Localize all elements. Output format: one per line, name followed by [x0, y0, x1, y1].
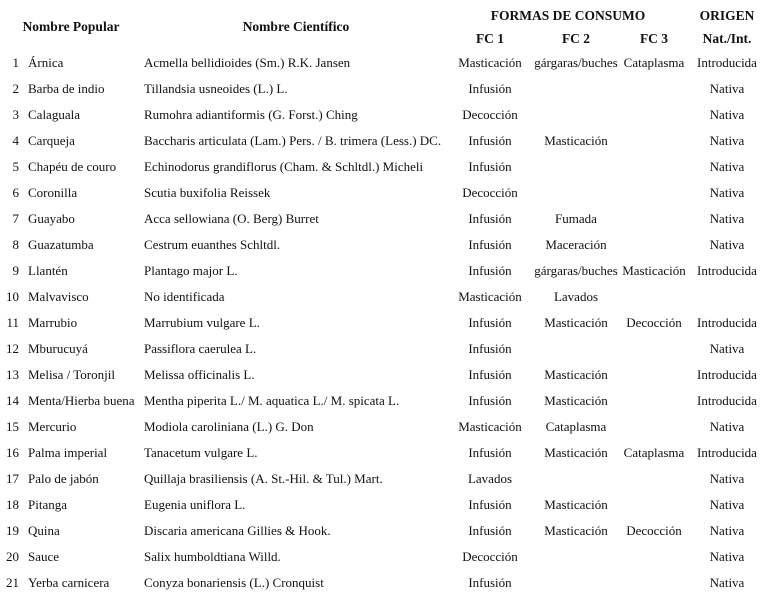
header-row-top — [0, 4, 768, 27]
fc2-value — [530, 466, 622, 492]
fc3-value — [622, 76, 686, 102]
popular-name: Mercurio — [28, 419, 77, 434]
popular-name: Calaguala — [28, 107, 80, 122]
row-number: 6 — [12, 185, 19, 200]
origin-value: Nativa — [709, 497, 745, 512]
popular-name: Coronilla — [28, 185, 78, 200]
origin-value: Nativa — [709, 159, 745, 174]
scientific-name: Scutia buxifolia Reissek — [144, 185, 271, 200]
fc3-value — [622, 570, 686, 596]
fc3-value — [622, 414, 686, 440]
fc2-value — [530, 102, 622, 128]
table-row — [0, 414, 768, 440]
scientific-name: Quillaja brasiliensis (A. St.-Hil. & Tul.) Mart. — [144, 471, 383, 486]
origin-value: Nativa — [709, 107, 745, 122]
popular-name: Mburucuyá — [28, 341, 88, 356]
fc2-value: Masticación — [544, 497, 608, 512]
row-number: 14 — [6, 393, 19, 408]
fc3-value — [622, 284, 686, 310]
fc3-value — [622, 154, 686, 180]
fc3-value: Masticación — [622, 263, 686, 278]
fc2-value — [530, 570, 622, 596]
scientific-name: Tanacetum vulgare L. — [144, 445, 258, 460]
fc1-value: Decocción — [462, 107, 518, 122]
row-number: 4 — [12, 133, 19, 148]
table-row — [0, 466, 768, 492]
row-number: 8 — [12, 237, 19, 252]
scientific-name: Conyza bonariensis (L.) Cronquist — [144, 575, 324, 590]
fc2-value: gárgaras/buches — [534, 55, 618, 70]
row-number: 18 — [6, 497, 19, 512]
fc2-value — [530, 76, 622, 102]
popular-name: Carqueja — [28, 133, 75, 148]
fc3-value — [622, 180, 686, 206]
table-row — [0, 440, 768, 466]
scientific-name: Marrubium vulgare L. — [144, 315, 260, 330]
row-number: 20 — [6, 549, 19, 564]
popular-name: Melisa / Toronjil — [28, 367, 115, 382]
scientific-name: Passiflora caerulea L. — [144, 341, 257, 356]
fc3-value — [622, 336, 686, 362]
popular-name: Chapéu de couro — [28, 159, 117, 174]
scientific-name: Discaria americana Gillies & Hook. — [144, 523, 331, 538]
table-row — [0, 76, 768, 102]
fc3-value — [622, 128, 686, 154]
scientific-name: Mentha piperita L./ M. aquatica L./ M. spicata L. — [144, 393, 400, 408]
row-number: 13 — [6, 367, 19, 382]
row-number: 12 — [6, 341, 19, 356]
fc1-value: Lavados — [467, 471, 513, 486]
scientific-name: Plantago major L. — [144, 263, 238, 278]
fc3-value — [622, 362, 686, 388]
scientific-name: Salix humboldtiana Willd. — [144, 549, 281, 564]
table-row — [0, 388, 768, 414]
fc3-value: Cataplasma — [623, 55, 685, 70]
popular-name: Malvavisco — [28, 289, 89, 304]
origin-value: Introducida — [697, 393, 757, 408]
table-row — [0, 232, 768, 258]
header-formas-de-consumo: FORMAS DE CONSUMO — [490, 7, 646, 23]
table-row — [0, 258, 768, 284]
fc3-value — [622, 466, 686, 492]
fc1-value: Infusión — [468, 237, 512, 252]
origin-value: Nativa — [709, 341, 745, 356]
fc1-value: Infusión — [468, 263, 512, 278]
popular-name: Sauce — [28, 549, 60, 564]
fc3-value — [622, 232, 686, 258]
header-origen: ORIGEN — [699, 7, 755, 23]
popular-name: Árnica — [28, 55, 64, 70]
scientific-name: Cestrum euanthes Schltdl. — [144, 237, 281, 252]
fc3-value: Decocción — [626, 315, 682, 330]
row-number: 10 — [6, 289, 19, 304]
row-number: 16 — [6, 445, 19, 460]
header-fc1: FC 1 — [475, 30, 505, 46]
origin-value: Nativa — [709, 523, 745, 538]
table-row — [0, 180, 768, 206]
origin-value: Nativa — [709, 133, 745, 148]
fc2-value: Masticación — [544, 315, 608, 330]
popular-name: Marrubio — [28, 315, 78, 330]
table-row — [0, 206, 768, 232]
popular-name: Menta/Hierba buena — [28, 393, 135, 408]
popular-name: Palma imperial — [28, 445, 108, 460]
fc2-value: Cataplasma — [545, 419, 607, 434]
origin-value: Nativa — [709, 237, 745, 252]
table-row — [0, 518, 768, 544]
popular-name: Guayabo — [28, 211, 75, 226]
row-number: 3 — [12, 107, 19, 122]
fc1-value: Infusión — [468, 81, 512, 96]
fc1-value: Masticación — [458, 55, 522, 70]
row-number: 11 — [6, 315, 19, 330]
origin-value: Introducida — [697, 445, 757, 460]
scientific-name: Echinodorus grandiflorus (Cham. & Schltdl.) Micheli — [144, 159, 424, 174]
fc1-value: Infusión — [468, 523, 512, 538]
header-fc3: FC 3 — [639, 30, 669, 46]
table-row — [0, 362, 768, 388]
popular-name: Quina — [28, 523, 60, 538]
table-row — [0, 570, 768, 596]
table-row — [0, 284, 768, 310]
origin-value: Nativa — [709, 575, 745, 590]
fc3-value: Cataplasma — [623, 445, 685, 460]
fc1-value: Masticación — [458, 419, 522, 434]
popular-name: Barba de indio — [28, 81, 105, 96]
fc3-value — [622, 492, 686, 518]
scientific-name: No identificada — [144, 289, 225, 304]
row-number: 9 — [12, 263, 19, 278]
origin-value: Introducida — [697, 55, 757, 70]
fc2-value: Masticación — [544, 523, 608, 538]
origin-value: Nativa — [709, 419, 745, 434]
table-row — [0, 50, 768, 76]
popular-name: Palo de jabón — [28, 471, 99, 486]
header-fc2: FC 2 — [561, 30, 591, 46]
fc2-value — [530, 180, 622, 206]
popular-name: Pitanga — [28, 497, 67, 512]
fc2-value: Fumada — [555, 211, 597, 226]
fc1-value: Infusión — [468, 445, 512, 460]
row-number: 7 — [12, 211, 19, 226]
popular-name: Guazatumba — [28, 237, 94, 252]
scientific-name: Melissa officinalis L. — [144, 367, 255, 382]
fc2-value — [530, 336, 622, 362]
fc1-value: Infusión — [468, 575, 512, 590]
fc3-value — [622, 388, 686, 414]
fc1-value: Infusión — [468, 315, 512, 330]
row-number: 17 — [6, 471, 19, 486]
row-number: 1 — [12, 55, 19, 70]
fc3-value: Decocción — [626, 523, 682, 538]
fc1-value: Infusión — [468, 133, 512, 148]
fc1-value: Decocción — [462, 549, 518, 564]
fc2-value: gárgaras/buches — [534, 263, 618, 278]
table-row — [0, 102, 768, 128]
origin-value: Nativa — [709, 81, 745, 96]
origin-value — [686, 284, 768, 310]
origin-value: Introducida — [697, 315, 757, 330]
table-row — [0, 310, 768, 336]
row-number: 19 — [6, 523, 19, 538]
scientific-name: Acca sellowiana (O. Berg) Burret — [144, 211, 319, 226]
fc2-value — [530, 154, 622, 180]
table-row — [0, 544, 768, 570]
fc2-value: Masticación — [544, 445, 608, 460]
fc1-value: Infusión — [468, 393, 512, 408]
table-row — [0, 128, 768, 154]
medicinal-plants-table — [0, 4, 768, 596]
row-number: 5 — [12, 159, 19, 174]
fc1-value: Infusión — [468, 497, 512, 512]
origin-value: Nativa — [709, 549, 745, 564]
table-row — [0, 492, 768, 518]
scientific-name: Baccharis articulata (Lam.) Pers. / B. trimera (Less.) DC. — [144, 133, 442, 148]
scientific-name: Tillandsia usneoides (L.) L. — [144, 81, 288, 96]
table-row — [0, 154, 768, 180]
fc1-value: Infusión — [468, 341, 512, 356]
header-nombre-popular: Nombre Popular — [22, 19, 120, 34]
origin-value: Nativa — [709, 185, 745, 200]
fc2-value: Maceración — [545, 237, 607, 252]
row-number: 2 — [12, 81, 19, 96]
fc2-value: Masticación — [544, 393, 608, 408]
fc3-value — [622, 206, 686, 232]
table-row — [0, 336, 768, 362]
fc3-value — [622, 102, 686, 128]
fc1-value: Masticación — [458, 289, 522, 304]
fc1-value: Infusión — [468, 159, 512, 174]
origin-value: Nativa — [709, 211, 745, 226]
origin-value: Introducida — [697, 367, 757, 382]
fc1-value: Infusión — [468, 367, 512, 382]
origin-value: Nativa — [709, 471, 745, 486]
row-number: 21 — [6, 575, 19, 590]
origin-value: Introducida — [697, 263, 757, 278]
fc1-value: Decocción — [462, 185, 518, 200]
table-header — [0, 4, 768, 50]
popular-name: Llantén — [28, 263, 68, 278]
scientific-name: Acmella bellidioides (Sm.) R.K. Jansen — [144, 55, 351, 70]
scientific-name: Rumohra adiantiformis (G. Forst.) Ching — [144, 107, 358, 122]
fc2-value: Lavados — [553, 289, 599, 304]
header-nombre-cientifico: Nombre Científico — [242, 19, 350, 34]
fc3-value — [622, 544, 686, 570]
scientific-name: Eugenia uniflora L. — [144, 497, 246, 512]
scientific-name: Modiola caroliniana (L.) G. Don — [144, 419, 314, 434]
fc1-value: Infusión — [468, 211, 512, 226]
fc2-value — [530, 544, 622, 570]
popular-name: Yerba carnicera — [28, 575, 110, 590]
row-number: 15 — [6, 419, 19, 434]
header-nat-int: Nat./Int. — [702, 30, 752, 46]
table-body — [0, 50, 768, 596]
fc2-value: Masticación — [544, 367, 608, 382]
fc2-value: Masticación — [544, 133, 608, 148]
